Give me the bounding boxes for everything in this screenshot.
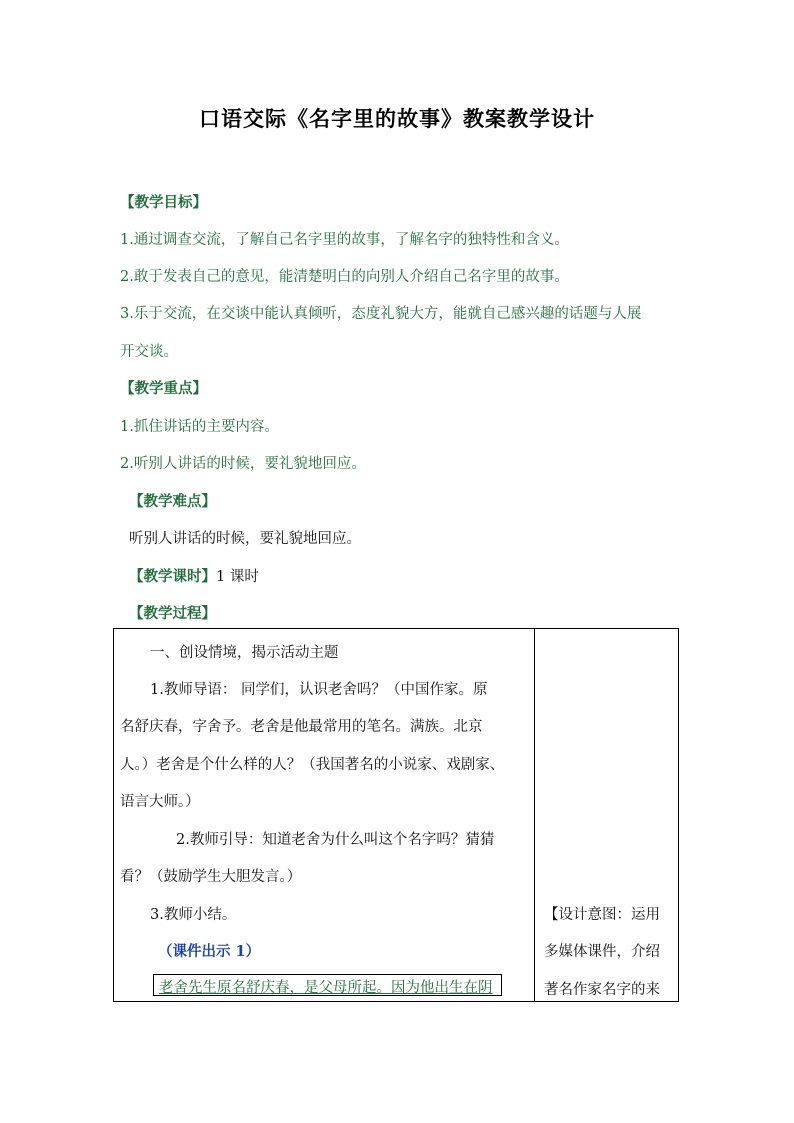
courseware-label: （课件出示 1） xyxy=(158,943,261,960)
design-intent-line-3: 著名作家名字的来 xyxy=(544,982,660,998)
hours-text: 1 课时 xyxy=(216,569,259,585)
page-title: 口语交际《名字里的故事》教案教学设计 xyxy=(199,106,595,131)
difficulty-text: 听别人讲话的时候，要礼貌地回应。 xyxy=(129,531,361,547)
process-heading: 【教学过程】 xyxy=(129,605,216,622)
objectives-heading: 【教学目标】 xyxy=(120,194,207,211)
keypoint-item-2: 2.听别人讲话的时候，要礼貌地回应。 xyxy=(120,456,366,472)
design-intent-line-1: 【设计意图：运用 xyxy=(544,907,660,923)
objective-item-1: 1.通过调查交流，了解自己名字里的故事，了解名字的独特性和含义。 xyxy=(120,232,569,248)
hours-row xyxy=(129,567,259,587)
courseware-text: 老舍先生原名舒庆春，是父母所起。因为他出生在阴 xyxy=(159,980,493,996)
objective-item-3: 3.乐于交流，在交谈中能认真倾听，态度礼貌大方，能就自己感兴趣的话题与人展 xyxy=(120,306,642,322)
process-line-1: 一、创设情境，揭示活动主题 xyxy=(150,645,339,661)
process-line-3: 名舒庆春，字舍予。老舍是他最常用的笔名。满族。北京 xyxy=(120,719,483,735)
process-line-4: 人。）老舍是个什么样的人？（我国著名的小说家、戏剧家、 xyxy=(120,757,505,773)
hours-heading: 【教学课时】 xyxy=(129,568,216,585)
courseware-box xyxy=(153,974,502,996)
process-line-6: 2.教师引导：知道老舍为什么叫这个名字吗？猜猜 xyxy=(176,832,495,848)
process-line-5: 语言大师。） xyxy=(120,794,200,810)
keypoint-item-1: 1.抓住讲话的主要内容。 xyxy=(120,419,279,435)
objective-item-2: 2.敢于发表自己的意见，能清楚明白的向别人介绍自己名字里的故事。 xyxy=(120,269,569,285)
table-column-divider xyxy=(534,629,535,1001)
process-line-2: 1.教师导语： 同学们，认识老舍吗？（中国作家。原 xyxy=(150,682,488,698)
design-intent-line-2: 多媒体课件，介绍 xyxy=(544,944,660,960)
keypoints-heading: 【教学重点】 xyxy=(120,380,207,397)
difficulty-heading: 【教学难点】 xyxy=(129,493,216,510)
process-line-7: 看？（鼓励学生大胆发言。） xyxy=(120,869,302,885)
objective-item-3-cont: 开交谈。 xyxy=(120,344,178,360)
process-table xyxy=(113,628,679,1002)
process-line-8: 3.教师小结。 xyxy=(150,907,237,923)
